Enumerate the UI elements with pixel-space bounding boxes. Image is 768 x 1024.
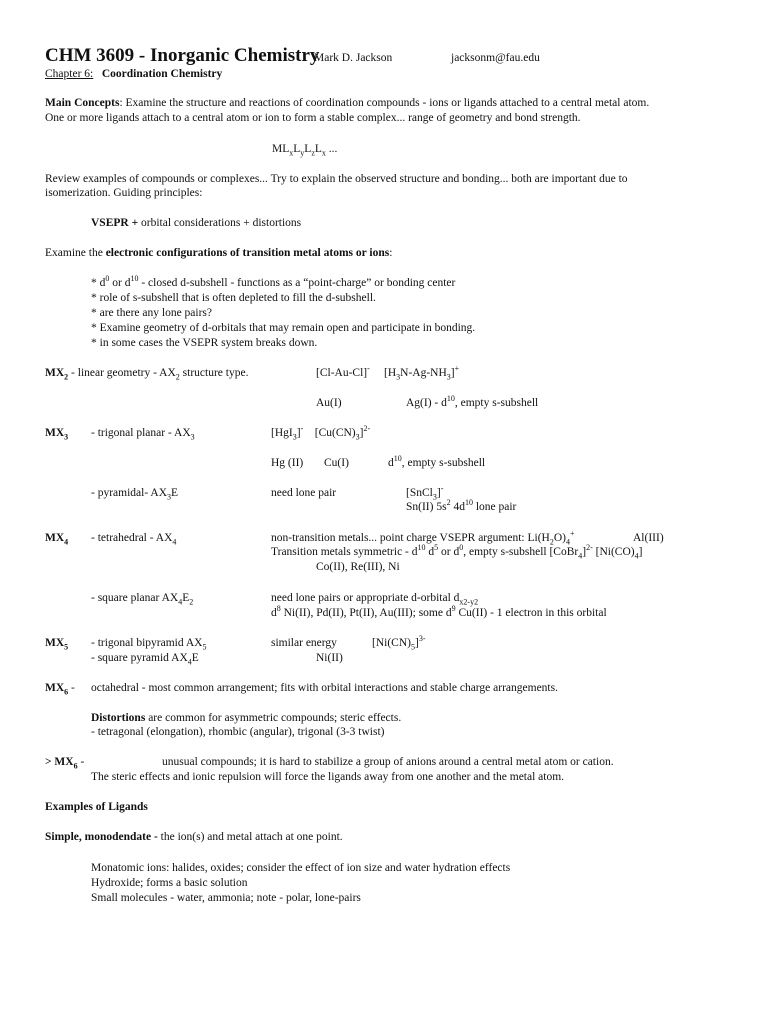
- mx5-l1-sub: 5: [202, 642, 207, 652]
- main-concepts-line2: One or more ligands attach to a central atom or ion to form a stable complex... range of geometry and bond strength.: [45, 112, 581, 124]
- mx4-sq2-sup1: 8: [276, 604, 281, 614]
- mx4-l2-sub1: 4: [578, 551, 583, 561]
- mx5-label: MX: [45, 637, 65, 649]
- author-email[interactable]: jacksonm@fau.edu: [451, 52, 540, 64]
- mx3-c1-pre: [HgI: [271, 427, 293, 439]
- mx3-sn-pre: [SnCl: [406, 487, 433, 499]
- ligand-item-1: Monatomic ions: halides, oxides; consider the effect of ion size and water hydration effects: [91, 862, 511, 874]
- mx3-compounds: [271, 426, 370, 440]
- gt-mx6-dash: -: [77, 756, 85, 768]
- course-title: CHM 3609 - Inorganic Chemistry: [45, 45, 320, 66]
- mx4-l2-mid2: or d: [438, 546, 460, 558]
- author-name: Mark D. Jackson: [314, 52, 393, 64]
- mx3-c2-pre: [Cu(CN): [314, 427, 356, 439]
- mx4-label-cell: [45, 531, 68, 545]
- mx4-l2-pre: Transition metals symmetric - d: [271, 546, 418, 558]
- formula-l3: L: [314, 143, 322, 155]
- guiding-principle: [91, 216, 301, 230]
- main-concepts-line1: [45, 96, 649, 110]
- mx5-compound: [372, 636, 425, 650]
- monodentate-rest: the ion(s) and metal attach at one point.: [157, 831, 343, 843]
- b1-pre: * d: [91, 277, 106, 289]
- gt-mx6-desc1: unusual compounds; it is hard to stabilize a group of anions around a central metal atom or cation.: [162, 756, 614, 768]
- mx4-l2-sup1: 10: [417, 543, 426, 553]
- mx3-label: MX: [45, 427, 65, 439]
- bullet-3: * are there any lone pairs?: [91, 307, 213, 319]
- mx3-c2-post: ]: [359, 427, 364, 439]
- formula-sub-y: y: [300, 148, 305, 158]
- mx4-sq-need: [271, 591, 478, 605]
- mx4-l1-sub2: 4: [565, 537, 570, 547]
- mx3-pyr-pre: - pyramidal- AX: [91, 487, 168, 499]
- gt-mx6-label: > MX: [45, 756, 74, 768]
- mx5-label-cell: [45, 636, 68, 650]
- mx3-sn-sup: -: [440, 484, 444, 494]
- mx2-c1-sup: -: [367, 364, 370, 374]
- mx4-l2-mid3: , empty s-subshell [CoBr: [463, 546, 579, 558]
- mx5-l1-pre: - trigonal bipyramid AX: [91, 637, 203, 649]
- examine-post: :: [389, 247, 393, 259]
- ligand-item-3: Small molecules - water, ammonia; note - polar, lone-pairs: [91, 892, 361, 904]
- mx2-compound-1: [316, 366, 370, 380]
- examine-bold: electronic configurations of transition metal atoms or ions: [105, 247, 390, 259]
- gt-mx6-label-cell: [45, 755, 84, 769]
- gt-mx6-desc2: The steric effects and ionic repulsion will force the ligands away from one another and the metal atom.: [91, 771, 565, 783]
- mx3-pyr-sub: 3: [167, 492, 172, 502]
- chapter-title: Coordination Chemistry: [101, 68, 223, 80]
- mx5-c-pre: [Ni(CN): [372, 637, 411, 649]
- formula-sub-x2: x: [321, 148, 326, 158]
- mx5-l2-post: E: [191, 652, 199, 664]
- formula-l2: L: [304, 143, 312, 155]
- mx4-label: MX: [45, 532, 65, 544]
- mx3-c1-post: ]: [296, 427, 301, 439]
- b1-mid: or d: [109, 277, 131, 289]
- mx6-distortion-types: - tetragonal (elongation), rhombic (angular), trigonal (3-3 twist): [91, 726, 385, 738]
- mx4-l2-sub2: 4: [634, 551, 639, 561]
- review-line1: Review examples of compounds or complexes... Try to explain the observed structure and bonding... both are important due to: [45, 173, 628, 185]
- formula-l1: L: [293, 143, 301, 155]
- mx6-dash: -: [68, 682, 75, 694]
- mx3-sn2-post: lone pair: [472, 501, 517, 513]
- mx2-row: [45, 366, 248, 380]
- mx5-ni: Ni(II): [316, 652, 343, 664]
- mx4-l1-sub1: 2: [549, 537, 554, 547]
- mx3-sn2-pre: Sn(II) 5s: [406, 501, 447, 513]
- mx3-sn2-sup2: 10: [464, 498, 473, 508]
- mx3-pyr-post: E: [171, 487, 179, 499]
- mx4-sq2-post: Cu(II) - 1 electron in this orbital: [455, 607, 607, 619]
- mx2-c2-sup: +: [454, 364, 460, 374]
- mx4-l1-sup: +: [569, 529, 575, 539]
- mx2-c2-pre: [H: [384, 367, 397, 379]
- mx3-sn-config: [406, 500, 516, 514]
- examine-heading: [45, 246, 392, 260]
- mx3-sn2-sup1: 2: [446, 498, 451, 508]
- mx3-label-cell: [45, 426, 68, 440]
- mx5-c-sup: 3-: [418, 634, 426, 644]
- mx6-desc: octahedral - most common arrangement; fits with orbital interactions and stable charge arrangements.: [91, 682, 558, 694]
- mx4-sq-need-text: need lone pairs or appropriate d-orbital d: [271, 592, 460, 604]
- mx4-l2-sup4: 2-: [586, 543, 593, 553]
- mx4-l2-sup3: 0: [459, 543, 464, 553]
- mx5-sub: 5: [64, 642, 69, 652]
- mx2-desc-pre: - linear geometry - AX: [68, 367, 176, 379]
- bullet-2: * role of s-subshell that is often depleted to fill the d-subshell.: [91, 292, 376, 304]
- mx3-c1-sup: -: [300, 424, 304, 434]
- mx2-desc-post: structure type.: [179, 367, 249, 379]
- mx2-ag-post: , empty s-subshell: [454, 397, 539, 409]
- mx2-c1: [Cl-Au-Cl]: [316, 367, 368, 379]
- mx4-l2-mid5: [Ni(CO): [592, 546, 635, 558]
- mx4-sq-examples: [271, 606, 607, 620]
- mx2-desc-sub: 2: [175, 372, 180, 382]
- mx5-c-post: ]: [414, 637, 419, 649]
- mx3-c1-sub: 3: [292, 432, 297, 442]
- mx3-sub: 3: [64, 432, 69, 442]
- mx4-sq2-sup2: 9: [451, 604, 456, 614]
- mx2-ag-pre: Ag(I) - d: [406, 397, 447, 409]
- mx4-examples: Co(II), Re(III), Ni: [316, 561, 400, 573]
- mx3-sn-sub: 3: [432, 492, 437, 502]
- monodentate-line: [45, 830, 343, 844]
- b1-sup1: 0: [105, 274, 110, 284]
- mx3-sncl3: [406, 486, 443, 500]
- mx4-sq-pre: - square planar AX: [91, 592, 179, 604]
- mx3-c2-sup: 2-: [363, 424, 371, 434]
- mx2-c2-sub1: 3: [396, 372, 401, 382]
- mx4-l1-mid: O): [553, 532, 566, 544]
- mx5-energy: similar energy: [271, 637, 337, 649]
- mx3-d-post: , empty s-subshell: [401, 457, 486, 469]
- mx2-c2-sub2: 3: [446, 372, 451, 382]
- mx3-desc-sub: 3: [190, 432, 195, 442]
- mx3-desc: [91, 426, 195, 440]
- mx5-sq-pyramid: [91, 651, 199, 665]
- mx4-sq-sub2: 2: [189, 597, 194, 607]
- vsepr-label: VSEPR +: [91, 217, 139, 229]
- mx3-c2-sub: 3: [355, 432, 360, 442]
- mx4-sq-mid: E: [182, 592, 190, 604]
- mx4-desc-sub: 4: [172, 537, 177, 547]
- mx4-al: Al(III): [633, 532, 664, 544]
- main-concepts-label: Main Concepts: [45, 97, 120, 109]
- chapter-label: Chapter 6:: [45, 68, 94, 80]
- mx4-l2-mid1: d: [425, 546, 435, 558]
- mx4-sq2-pre: d: [271, 607, 277, 619]
- mx4-l2-mid4: ]: [582, 546, 587, 558]
- mx3-pyramidal: [91, 486, 178, 500]
- mx3-hg: Hg (II): [271, 457, 304, 469]
- bullet-1: [91, 276, 455, 290]
- main-concepts-text: : Examine the structure and reactions of coordination compounds - ions or ligands attached to a central metal atom.: [119, 97, 650, 109]
- mx2-compound-2: [384, 366, 459, 380]
- mx3-d-sup: 10: [393, 454, 402, 464]
- mx5-tbp: [91, 636, 206, 650]
- mx4-square-planar: [91, 591, 193, 605]
- formula-sub-x: x: [289, 148, 294, 158]
- gt-mx6-sub: 6: [73, 761, 78, 771]
- mx4-desc: [91, 531, 176, 545]
- mx6-label: MX: [45, 682, 65, 694]
- mx2-au: Au(I): [316, 397, 342, 409]
- ligands-heading: Examples of Ligands: [45, 801, 148, 813]
- mx4-sq-need-sub: x2-y2: [459, 597, 479, 607]
- vsepr-rest: orbital considerations + distortions: [138, 217, 302, 229]
- mx2-sub: 2: [64, 372, 69, 382]
- examine-pre: Examine the: [45, 247, 106, 259]
- b1-post: - closed d-subshell - functions as a “point-charge” or bonding center: [138, 277, 456, 289]
- formula-sub-z: z: [311, 148, 315, 158]
- mx2-ag-sup: 10: [446, 394, 455, 404]
- ligand-item-2: Hydroxide; forms a basic solution: [91, 877, 248, 889]
- bullet-4: * Examine geometry of d-orbitals that may remain open and participate in bonding.: [91, 322, 476, 334]
- chapter-line: [45, 67, 222, 81]
- mx6-label-cell: [45, 681, 75, 695]
- mx2-c2-mid: N-Ag-NH: [400, 367, 447, 379]
- b1-sup2: 10: [130, 274, 139, 284]
- mx4-l1-pre: non-transition metals... point charge VSEPR argument: Li(H: [271, 532, 550, 544]
- mx5-l2-sub: 4: [187, 657, 192, 667]
- general-formula: [272, 142, 337, 156]
- mx3-d-pre: d: [388, 457, 394, 469]
- mx3-desc-pre: - trigonal planar - AX: [91, 427, 191, 439]
- mx6-sub: 6: [64, 687, 69, 697]
- mx4-sq-sub1: 4: [178, 597, 183, 607]
- distortions-label: Distortions: [91, 712, 146, 724]
- review-line2: isomerization. Guiding principles:: [45, 187, 203, 199]
- mx4-transition: [271, 545, 642, 559]
- formula-tail: ...: [325, 143, 338, 155]
- bullet-5: * in some cases the VSEPR system breaks down.: [91, 337, 318, 349]
- mx4-sq2-mid: Ni(II), Pd(II), Pt(II), Au(III); some d: [280, 607, 452, 619]
- mx4-l2-sup2: 5: [434, 543, 439, 553]
- mx4-sub: 4: [64, 537, 69, 547]
- mx6-distortions: [91, 711, 401, 725]
- monodentate-label: Simple, monodendate -: [45, 831, 158, 843]
- mx3-d10: [388, 456, 485, 470]
- mx2-label: MX: [45, 367, 65, 379]
- mx4-l2-post: ]: [638, 546, 643, 558]
- mx3-sn2-mid: 4d: [450, 501, 465, 513]
- mx3-cu: Cu(I): [324, 457, 349, 469]
- distortions-rest: are common for asymmetric compounds; steric effects.: [145, 712, 402, 724]
- mx5-l2-pre: - square pyramid AX: [91, 652, 188, 664]
- mx3-need-lone-pair: need lone pair: [271, 487, 337, 499]
- mx5-c-sub: 5: [410, 642, 415, 652]
- mx3-sn-post: ]: [436, 487, 441, 499]
- mx2-c2-post: ]: [450, 367, 455, 379]
- mx4-desc-pre: - tetrahedral - AX: [91, 532, 173, 544]
- mx2-ag: [406, 396, 538, 410]
- formula-ml: ML: [272, 143, 290, 155]
